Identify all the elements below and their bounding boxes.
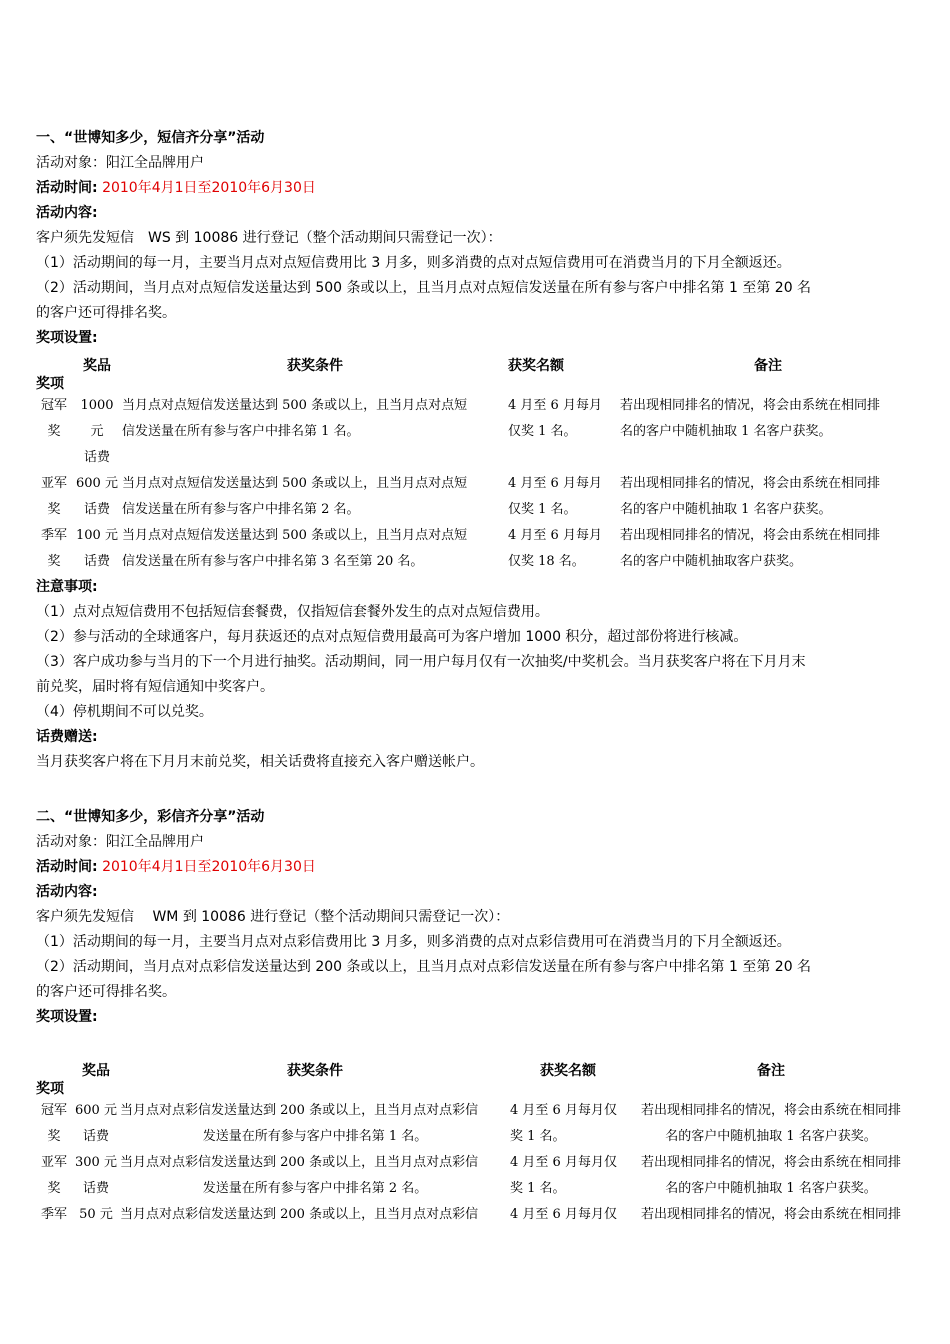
header-prize: 奖品 <box>82 1063 110 1079</box>
section1-title: 一、“世博知多少，短信齐分享”活动 <box>36 130 265 146</box>
prize-cell: 600 元 话费 <box>75 1103 117 1144</box>
quota-cell: 4 月至 6 月每月仅 奖 1 名。 <box>510 1155 617 1196</box>
award-cell: 冠军 奖 <box>40 398 67 439</box>
condition-cell: 当月点对点彩信发送量达到 200 条或以上，且当月点对点彩信 <box>120 1207 479 1222</box>
award-cell: 冠军 奖 <box>40 1103 67 1144</box>
award-cell: 亚军 奖 <box>40 476 67 517</box>
document <box>36 126 916 1228</box>
prize-cell: 1000 元 话费 <box>80 398 114 465</box>
award-cell: 亚军 奖 <box>40 1155 67 1196</box>
section2-target: 活动对象：阳江全品牌用户 <box>36 834 204 850</box>
quota-cell: 4 月至 6 月每月 仅奖 18 名。 <box>508 528 602 569</box>
header-quota: 获奖名额 <box>508 358 564 374</box>
note-cell: 若出现相同排名的情况，将会由系统在相同排 名的客户中随机抽取 1 名客户获奖。 <box>620 476 881 517</box>
table-row <box>36 1150 916 1202</box>
time-value: 2010年4月1日至2010年6月30日 <box>102 859 316 875</box>
prize-cell: 600 元 话费 <box>76 476 118 517</box>
note-cell: 若出现相同排名的情况，将会由系统在相同排 名的客户中随机抽取客户获奖。 <box>620 528 881 569</box>
table-row <box>36 1098 916 1150</box>
header-prize: 奖品 <box>83 358 111 374</box>
section2-prize-table <box>36 1060 916 1228</box>
header-condition: 获奖条件 <box>287 1063 343 1079</box>
section2-content-label: 活动内容: <box>36 884 98 900</box>
note-cell: 若出现相同排名的情况，将会由系统在相同排 名的客户中随机抽取 1 名客户获奖。 <box>640 1103 901 1144</box>
quota-cell: 4 月至 6 月每月 仅奖 1 名。 <box>508 398 602 439</box>
notice-label: 注意事项: <box>36 579 98 595</box>
prize-cell: 50 元 <box>79 1207 113 1222</box>
notice-2: （2）参与活动的全球通客户，每月获返还的点对点短信费用最高可为客户增加 1000 积分，超过部份将进行核减。 <box>36 629 748 645</box>
section1-prize-label: 奖项设置: <box>36 330 98 346</box>
note-cell: 若出现相同排名的情况，将会由系统在相同排 <box>640 1207 901 1222</box>
notice-3a: （3）客户成功参与当月的下一个月进行抽奖。活动期间，同一用户每月仅有一次抽奖/中奖机会。当月获奖客户将在下月月末 <box>36 654 806 670</box>
note-cell: 若出现相同排名的情况，将会由系统在相同排 名的客户中随机抽取 1 名客户获奖。 <box>640 1155 901 1196</box>
section1-time <box>36 176 916 201</box>
header-award: 奖项 <box>36 1081 64 1097</box>
gift-label: 话费赠送: <box>36 729 98 745</box>
condition-cell: 当月点对点彩信发送量达到 200 条或以上，且当月点对点彩信 发送量在所有参与客户中排名第 2 名。 <box>120 1155 479 1196</box>
table-row <box>36 1202 916 1228</box>
notice-3b: 前兑奖，届时将有短信通知中奖客户。 <box>36 679 274 695</box>
header-quota: 获奖名额 <box>540 1063 596 1079</box>
header-note: 备注 <box>754 358 782 374</box>
section2-time <box>36 855 916 880</box>
condition-cell: 当月点对点短信发送量达到 500 条或以上，且当月点对点短 信发送量在所有参与客户中排名第 2 名。 <box>122 476 468 517</box>
time-label: 活动时间: <box>36 180 98 196</box>
table-header <box>36 1060 916 1098</box>
section2-rule2b: 的客户还可得排名奖。 <box>36 984 176 1000</box>
section1-rule2a: （2）活动期间，当月点对点短信发送量达到 500 条或以上，且当月点对点短信发送量在所有参与客户中排名第 1 至第 20 名 <box>36 280 812 296</box>
gift-text: 当月获奖客户将在下月月末前兑奖，相关话费将直接充入客户赠送帐户。 <box>36 754 484 770</box>
quota-cell: 4 月至 6 月每月仅 奖 1 名。 <box>510 1103 617 1144</box>
prize-cell: 300 元 话费 <box>75 1155 117 1196</box>
award-cell: 季军 <box>40 1207 67 1222</box>
condition-cell: 当月点对点彩信发送量达到 200 条或以上，且当月点对点彩信 发送量在所有参与客户中排名第 1 名。 <box>120 1103 479 1144</box>
table-header <box>36 355 916 393</box>
section1-content-label: 活动内容: <box>36 205 98 221</box>
prize-cell: 100 元 话费 <box>76 528 118 569</box>
time-value: 2010年4月1日至2010年6月30日 <box>102 180 316 196</box>
section1-prize-table <box>36 355 916 575</box>
quota-cell: 4 月至 6 月每月仅 <box>510 1207 617 1222</box>
note-cell: 若出现相同排名的情况，将会由系统在相同排 名的客户中随机抽取 1 名客户获奖。 <box>620 398 881 439</box>
section2-register: 客户须先发短信 WM 到 10086 进行登记（整个活动期间只需登记一次）： <box>36 909 510 925</box>
table-row <box>36 523 916 575</box>
section1-rule2b: 的客户还可得排名奖。 <box>36 305 176 321</box>
section1-rule1: （1）活动期间的每一月，主要当月点对点短信费用比 3 月多，则多消费的点对点短信费用可在消费当月的下月全额返还。 <box>36 255 791 271</box>
table-row <box>36 471 916 523</box>
header-condition: 获奖条件 <box>287 358 343 374</box>
section2-rule1: （1）活动期间的每一月，主要当月点对点彩信费用比 3 月多，则多消费的点对点彩信费用可在消费当月的下月全额返还。 <box>36 934 791 950</box>
section2-title: 二、“世博知多少，彩信齐分享”活动 <box>36 809 265 825</box>
section1-register: 客户须先发短信 WS 到 10086 进行登记（整个活动期间只需登记一次）： <box>36 230 502 246</box>
notice-4: （4）停机期间不可以兑奖。 <box>36 704 213 720</box>
header-note: 备注 <box>757 1063 785 1079</box>
section2-prize-label: 奖项设置: <box>36 1009 98 1025</box>
section1-target: 活动对象：阳江全品牌用户 <box>36 155 204 171</box>
condition-cell: 当月点对点短信发送量达到 500 条或以上，且当月点对点短 信发送量在所有参与客户中排名第 1 名。 <box>122 398 468 439</box>
table-row <box>36 393 916 471</box>
time-label: 活动时间: <box>36 859 98 875</box>
award-cell: 季军 奖 <box>40 528 67 569</box>
quota-cell: 4 月至 6 月每月 仅奖 1 名。 <box>508 476 602 517</box>
section2-rule2a: （2）活动期间，当月点对点彩信发送量达到 200 条或以上，且当月点对点彩信发送量在所有参与客户中排名第 1 至第 20 名 <box>36 959 812 975</box>
header-award: 奖项 <box>36 376 64 392</box>
condition-cell: 当月点对点短信发送量达到 500 条或以上，且当月点对点短 信发送量在所有参与客户中排名第 3 名至第 20 名。 <box>122 528 468 569</box>
notice-1: （1）点对点短信费用不包括短信套餐费，仅指短信套餐外发生的点对点短信费用。 <box>36 604 549 620</box>
